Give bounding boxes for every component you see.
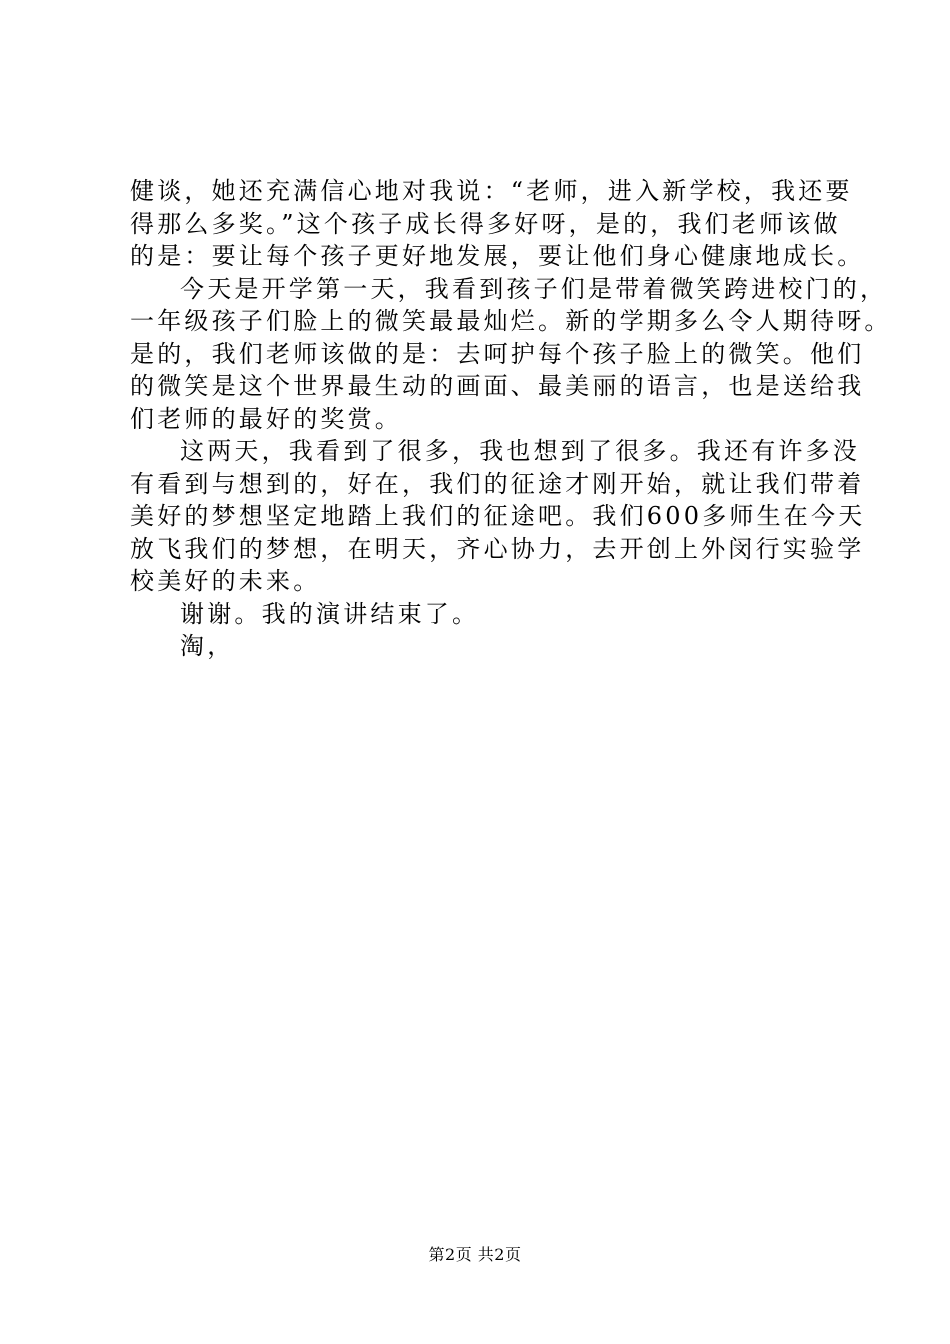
text-line: 有看到与想到的，好在，我们的征途才刚开始，就让我们带着 <box>130 469 865 498</box>
text-line: 美好的梦想坚定地踏上我们的征途吧。我们600多师生在今天 <box>130 502 866 530</box>
text-line: 的微笑是这个世界最生动的画面、最美丽的语言，也是送给我 <box>130 372 865 400</box>
text-line: 是的，我们老师该做的是：去呵护每个孩子脸上的微笑。他们 <box>130 339 865 368</box>
text-line: 一年级孩子们脸上的微笑最最灿烂。新的学期多么令人期待呀。 <box>130 307 892 335</box>
speech-body-text <box>130 175 892 663</box>
text-line: 的是：要让每个孩子更好地发展，要让他们身心健康地成长。 <box>130 242 865 270</box>
closing-line: 谢谢。我的演讲结束了。 <box>180 599 480 628</box>
text-line: 得那么多奖。”这个孩子成长得多好呀，是的，我们老师该做 <box>130 209 841 238</box>
text-line: 们老师的最好的奖赏。 <box>130 404 402 433</box>
page-footer <box>0 1244 950 1266</box>
paragraph-start-line: 今天是开学第一天，我看到孩子们是带着微笑跨进校门的， <box>180 274 888 303</box>
text-line: 校美好的未来。 <box>130 567 321 595</box>
paragraph-start-line: 这两天，我看到了很多，我也想到了很多。我还有许多没 <box>180 437 860 465</box>
text-line: 放飞我们的梦想，在明天，齐心协力，去开创上外闵行实验学 <box>130 534 865 563</box>
closing-line: 淘， <box>180 632 235 660</box>
page-number-indicator: 第2页 共2页 <box>428 1245 522 1264</box>
text-line: 健谈，她还充满信心地对我说：“老师，进入新学校，我还要 <box>130 177 853 205</box>
